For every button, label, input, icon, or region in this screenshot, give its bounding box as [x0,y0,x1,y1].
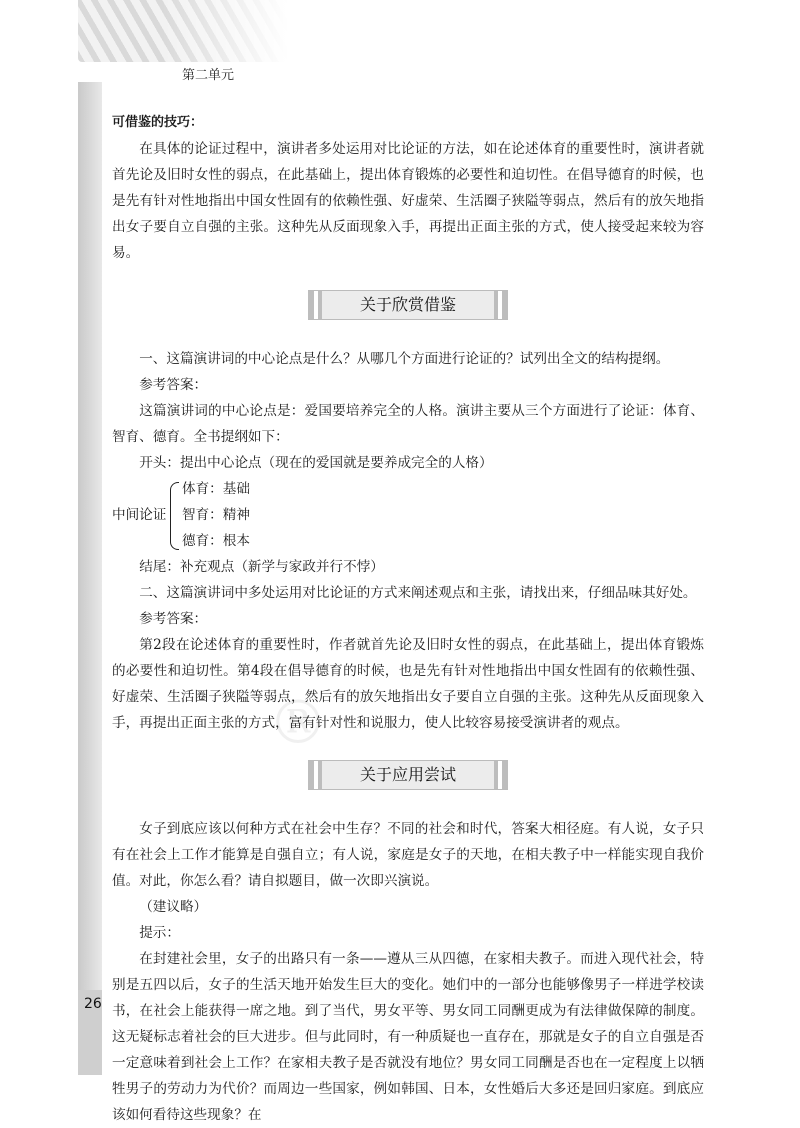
page-number: 26 [84,996,102,1012]
answer-1: 这篇演讲词的中心论点是：爱国要培养完全的人格。演讲主要从三个方面进行了论证：体育、智育、德育。全书提纲如下： [112,403,704,445]
outline-item: 体育：基础 [182,481,250,497]
outline-end: 结尾：补充观点（新学与家政并行不悖） [139,559,384,575]
hint-label: 提示： [139,925,180,941]
section1-heading: 可借鉴的技巧： [112,115,204,130]
outline-middle-label: 中间论证 [112,507,167,523]
hint-paragraph: 在封建社会里，女子的出路只有一条——遵从三从四德，在家相夫教子。而进入现代社会，特别是五四以后，女子的生活天地开始发生巨大的变化。她们中的一部分也能够像男子一样进学校读书，在社会上能获得一席之地。到了当代，男女平等、男女同工同酬更成为有法律做保障的制度。这无疑标志着社会的巨大进步。但与此同时，有一种质疑也一直存在，那就是女子的自立自强是否一定意味着到社会上工作？在家相夫教子是否就没有地位？男女同工同酬是否也在一定程度上以牺牲男子的劳动力为代价？而周边一些国家，例如韩国、日本，女性婚后大多还是回归家庭。到底应该如何看待这些现象？在 [112,951,704,1123]
outline-items [182,476,250,554]
page-content [112,110,704,1128]
unit-label: 第二单元 [182,68,235,83]
section3-title: 关于应用尝试 [308,760,508,790]
watermark: ® [268,688,348,758]
application-prompt: 女子到底应该以何种方式在社会中生存？不同的社会和时代，答案大相径庭。有人说，女子只有在社会上工作才能算是自强自立；有人说，家庭是女子的天地，在相夫教子中一样能实现自我价值。对此，你怎么看？请自拟题目，做一次即兴演说。 [112,821,704,889]
question-1: 一、这篇演讲词的中心论点是什么？从哪几个方面进行论证的？试列出全文的结构提纲。 [139,351,670,367]
reference-label-2: 参考答案： [139,611,208,627]
section2-title: 关于欣赏借鉴 [308,290,508,320]
page-sidebar [78,82,102,1075]
outline-item: 智育：精神 [182,507,250,523]
header-decoration [78,0,288,62]
answer-2: 第2段在论述体育的重要性时，作者就首先论及旧时女性的弱点，在此基础上，提出体育锻炼的必要性和迫切性。第4段在倡导德育的时候，也是先有针对性地指出中国女性固有的依赖性强、好虚荣、生活圈子狭隘等弱点，然后有的放矢地指出女子要自立自强的主张。这种先从反面现象入手，再提出正面主张的方式，富有针对性和说服力，使人比较容易接受演讲者的观点。 [112,637,704,731]
outline-start: 开头：提出中心论点（现在的爱国就是要养成完全的人格） [139,455,493,471]
suggestion-note: （建议略） [139,899,208,915]
question-2: 二、这篇演讲词中多处运用对比论证的方式来阐述观点和主张，请找出来，仔细品味其好处。 [139,585,697,601]
outline-item: 德育：根本 [182,533,250,549]
brace-icon [170,482,179,550]
outline-middle [112,476,704,554]
reference-label-1: 参考答案： [139,377,208,393]
section1-paragraph: 在具体的论证过程中，演讲者多处运用对比论证的方法，如在论述体育的重要性时，演讲者就首先论及旧时女性的弱点，在此基础上，提出体育锻炼的必要性和迫切性。在倡导德育的时候，也是先有针对性地指出中国女性固有的依赖性强、好虚荣、生活圈子狭隘等弱点，然后有的放矢地指出女子要自立自强的主张。这种先从反面现象入手，再提出正面主张的方式，使人接受起来较为容易。 [112,141,704,261]
